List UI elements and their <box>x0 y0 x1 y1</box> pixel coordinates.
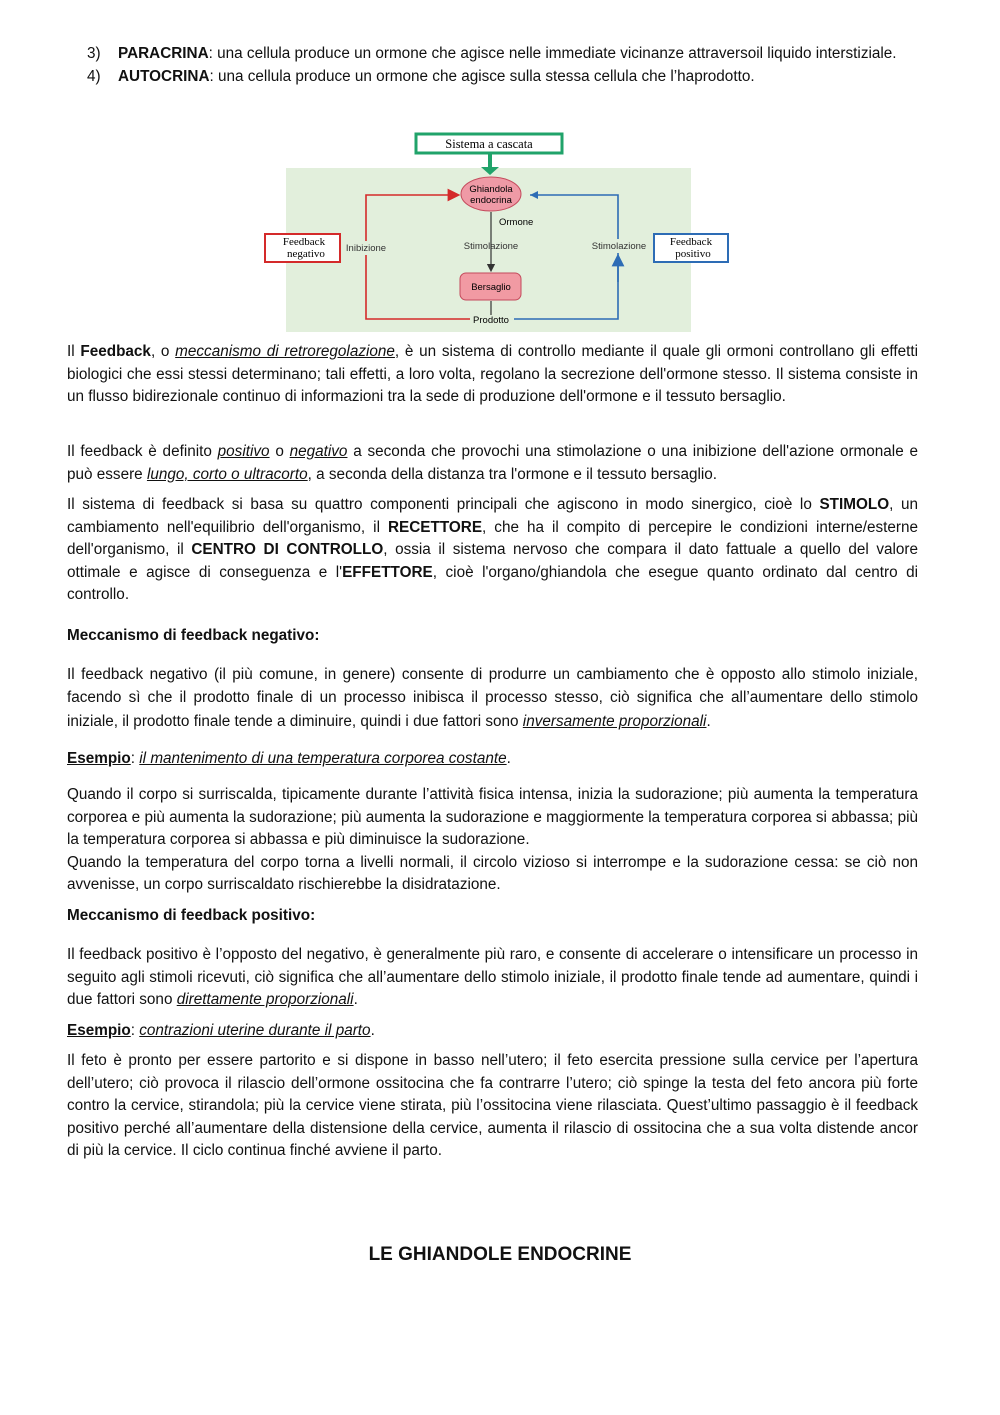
list-text: : una cellula produce un ormone che agisce nelle immediate vicinanze attraversoil liquido interstiziale. <box>208 45 897 62</box>
term-retroregolazione: meccanismo di retroregolazione <box>175 343 395 360</box>
feedback-diagram-svg <box>262 132 732 334</box>
negative-body: Quando il corpo si surriscalda, tipicamente durante l’attività fisica intensa, inizia la sudorazione; più aumenta la temperatura corporea e più aumenta la sudorazione; più aumenta la sudorazione e maggiormente la temperatura corporea si abbassa; più la temperatura corporea si abbassa e più diminuisce la sudorazione. Quando la temperatura del corpo torna a livelli normali, il circolo vizioso si interrompe e la sudorazione cessa: se ciò non avvenisse, un corpo surriscaldato rischierebbe la disidratazione. <box>67 786 918 894</box>
stim-right-label: Stimolazione <box>591 241 647 252</box>
gland-label-2: endocrina <box>470 195 512 206</box>
list-term: PARACRINA <box>118 45 209 62</box>
paragraph-types: Il feedback è definito positivo o negativo a seconda che provochi una stimolazione o una inibizione dell'azione ormonale e può essere lungo, corto o ultracorto, a seconda della distanza tra l'ormone e il tessuto bersaglio. <box>67 443 918 483</box>
pos-label-2: positivo <box>675 248 711 260</box>
numbered-list <box>67 43 918 88</box>
paragraph-positive: Il feedback positivo è l’opposto del negativo, è generalmente più raro, e consente di accelerare o intensificare un processo in seguito agli stimoli ricevuti, ciò significa che all’aumentare dello stimolo iniziale, il prodotto finale tende ad aumentare, quindi i due fattori sono direttamente proporzionali. <box>67 946 918 1009</box>
list-item <box>67 66 918 89</box>
list-text: : una cellula produce un ormone che agisce sulla stessa cellula che l’haprodotto. <box>209 67 755 85</box>
bersaglio-label: Bersaglio <box>471 282 511 293</box>
stim-center-label: Stimolazione <box>463 241 519 252</box>
positive-body: Il feto è pronto per essere partorito e si dispone in basso nell’utero; il feto esercita pressione sulla cervice per l’apertura dell’utero; ciò provoca il rilascio dell’ormone ossitocina che fa contrarre l’utero; ciò spinge la testa del feto ancora più forte contro la cervice, stirandola; più la cervice viene stirata, più l’ossitocina viene rilasciata. Quest’ultimo passaggio è il feedback positivo perché all’aumentare della distensione della cervice, aumenta il rilascio di ossitocina che a sua volta distende ancor di più la cervice. Il ciclo continua finché avviene il parto. <box>67 1052 918 1160</box>
list-term: AUTOCRINA <box>118 67 210 85</box>
heading-positive: Meccanismo di feedback positivo: <box>67 907 316 924</box>
neg-label-1: Feedback <box>282 236 326 248</box>
cascade-label: Sistema a cascata <box>445 137 533 151</box>
pos-label-1: Feedback <box>669 236 713 248</box>
ormone-label: Ormone <box>499 217 534 228</box>
term-positivo: positivo <box>217 443 270 460</box>
paragraph-negative: Il feedback negativo (il più comune, in genere) consente di produrre un cambiamento che è opposto allo stimolo iniziale, facendo sì che il prodotto finale di un processo inibisca il processo stesso, ciò significa che all’aumentare dello stimolo iniziale, il prodotto finale tende a diminuire, quindi i due fattori sono inversamente proporzionali. <box>67 666 918 730</box>
feedback-diagram <box>262 132 732 334</box>
example-negative: Esempio: il mantenimento di una temperatura corporea costante. <box>67 750 511 767</box>
list-number: 3) <box>87 45 101 62</box>
heading-negative: Meccanismo di feedback negativo: <box>67 627 320 644</box>
example-positive: Esempio: contrazioni uterine durante il parto. <box>67 1022 375 1039</box>
term-lunghezza: lungo, corto o ultracorto <box>146 465 308 483</box>
list-item <box>67 43 918 66</box>
neg-label-2: negativo <box>287 248 325 260</box>
paragraph-components: Il sistema di feedback si basa su quattro componenti principali che agiscono in modo sinergico, cioè lo STIMOLO, un cambiamento nell'equilibrio dell'organismo, il RECETTORE, che ha il compito di percepire le condizioni interne/esterne dell'organismo, il CENTRO DI CONTROLLO, ossia il sistema nervoso che compara il dato fattuale a quello del valore ottimale e agisce di conseguenza e l'EFFETTORE, cioè l'organo/ghiandola che esegue quanto ordinato dal centro di controllo. <box>67 496 919 604</box>
list-number: 4) <box>87 67 101 85</box>
gland-label-1: Ghiandola <box>469 184 513 195</box>
term-feedback: Feedback <box>80 343 151 360</box>
prodotto-label: Prodotto <box>473 315 509 326</box>
paragraph-feedback: Il Feedback, o meccanismo di retroregolazione, è un sistema di controllo mediante il quale gli ormoni controllano gli effetti biologici che essi stessi determinano; tali effetti, a loro volta, regolano la secrezione dell'ormone stesso. Il sistema consiste in un flusso bidirezionale continuo di informazioni tra la sede di produzione dell'ormone e il tessuto bersaglio. <box>67 343 918 406</box>
inibizione-label: Inibizione <box>345 243 387 254</box>
section-title: LE GHIANDOLE ENDOCRINE <box>368 1244 632 1265</box>
term-negativo: negativo <box>289 443 348 460</box>
